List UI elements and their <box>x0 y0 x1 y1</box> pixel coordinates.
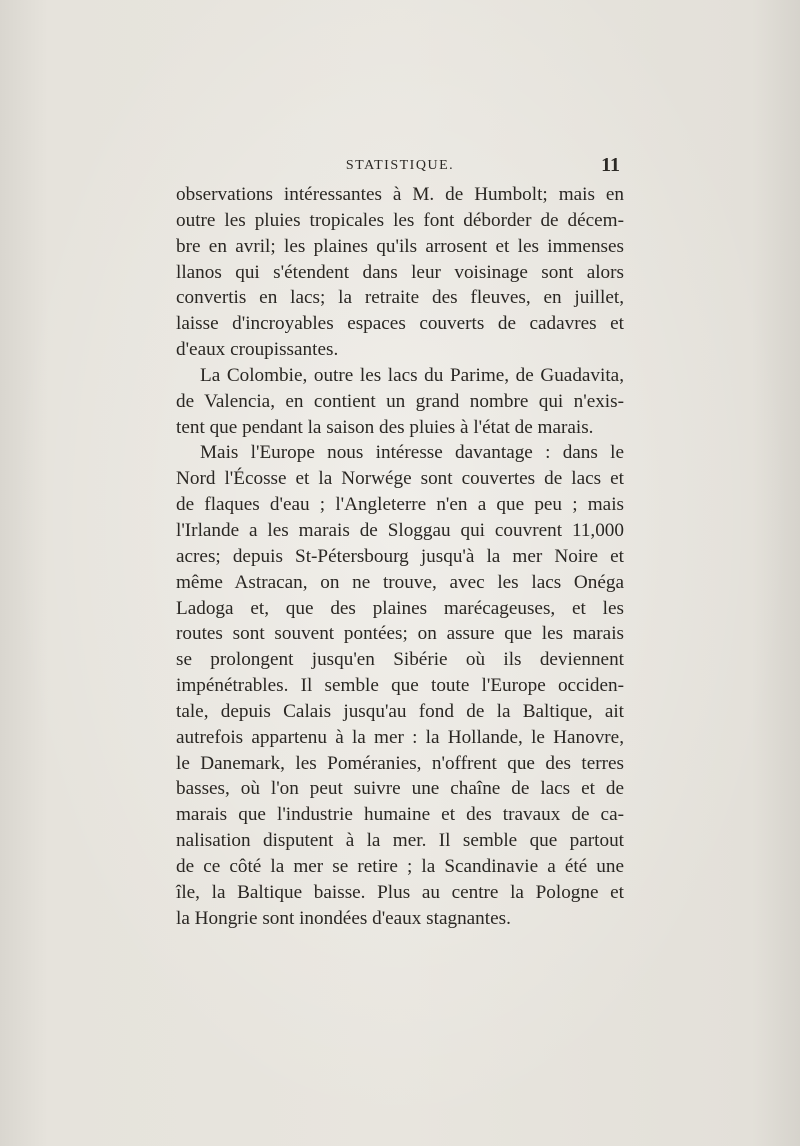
text-line: llanos qui s'étendent dans leur voisinage sont alors <box>176 261 624 283</box>
paragraph <box>176 440 624 931</box>
text-line: Nord l'Écosse et la Norwége sont couvertes de lacs et <box>176 468 624 490</box>
text-line: de ce côté la mer se retire ; la Scandinavie a été une <box>176 855 624 877</box>
text-line: basses, où l'on peut suivre une chaîne de lacs et de <box>176 778 624 800</box>
text-line: autrefois appartenu à la mer : la Hollande, le Hanovre, <box>176 726 624 748</box>
body-text <box>176 182 624 931</box>
text-line: d'eaux croupissantes. <box>176 339 339 361</box>
running-title: STATISTIQUE. <box>345 158 455 173</box>
text-line: nalisation disputent à la mer. Il semble que partout <box>176 830 624 852</box>
text-line: marais que l'industrie humaine et des travaux de ca- <box>176 804 624 826</box>
text-line: même Astracan, on ne trouve, avec les lacs Onéga <box>176 571 624 593</box>
text-line: tent que pendant la saison des pluies à l'état de marais. <box>176 416 594 438</box>
text-line: acres; depuis St-Pétersbourg jusqu'à la mer Noire et <box>176 545 624 567</box>
running-head <box>176 156 624 180</box>
text-line: de Valencia, en contient un grand nombre qui n'exis- <box>176 390 624 412</box>
text-line: convertis en lacs; la retraite des fleuves, en juillet, <box>176 287 624 309</box>
text-line: Mais l'Europe nous intéresse davantage : dans le <box>200 442 624 464</box>
text-line: bre en avril; les plaines qu'ils arrosent et les immenses <box>176 235 624 257</box>
text-line: observations intéressantes à M. de Humbolt; mais en <box>176 184 624 205</box>
text-line: La Colombie, outre les lacs du Parime, de Guadavita, <box>200 364 624 386</box>
text-line: impénétrables. Il semble que toute l'Europe occiden- <box>176 675 624 697</box>
page-number: 11 <box>601 154 620 176</box>
text-line: la Hongrie sont inondées d'eaux stagnantes. <box>176 907 511 929</box>
text-line: routes sont souvent pontées; on assure que les marais <box>176 623 624 645</box>
text-line: tale, depuis Calais jusqu'au fond de la Baltique, ait <box>176 700 624 722</box>
text-line: le Danemark, les Poméranies, n'offrent que des terres <box>176 752 624 774</box>
text-line: laisse d'incroyables espaces couverts de cadavres et <box>176 313 624 335</box>
text-line: de flaques d'eau ; l'Angleterre n'en a que peu ; mais <box>176 494 624 516</box>
text-line: île, la Baltique baisse. Plus au centre la Pologne et <box>176 881 624 903</box>
paragraph <box>176 363 624 441</box>
text-line: se prolongent jusqu'en Sibérie où ils deviennent <box>176 649 624 671</box>
paragraph <box>176 182 624 363</box>
text-line: l'Irlande a les marais de Sloggau qui couvrent 11,000 <box>176 519 624 541</box>
text-line: Ladoga et, que des plaines marécageuses, et les <box>176 597 624 619</box>
text-line: outre les pluies tropicales les font déborder de décem- <box>176 209 624 231</box>
